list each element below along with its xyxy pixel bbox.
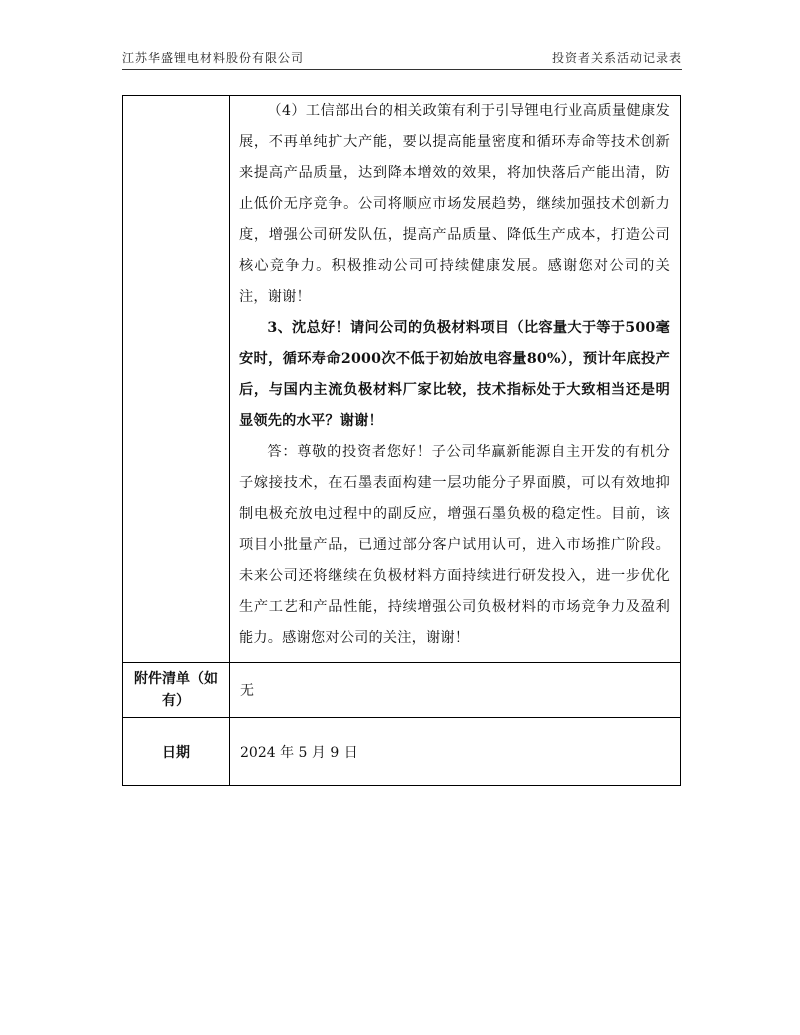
attachments-label: 附件清单（如有） xyxy=(134,671,218,709)
company-name: 江苏华盛锂电材料股份有限公司 xyxy=(122,51,305,65)
date-row xyxy=(123,718,681,786)
attachments-value: 无 xyxy=(230,663,681,718)
content-row xyxy=(123,96,681,663)
date-value: 2024 年 5 月 9 日 xyxy=(230,718,681,786)
answer-3-paragraph: 答：尊敬的投资者您好！子公司华赢新能源自主开发的有机分子嫁接技术，在石墨表面构建一层功能分子界面膜，可以有效地抑制电极充放电过程中的副反应，增强石墨负极的稳定性。目前，该项目小批量产品，已通过部分客户试用认可，进入市场推广阶段。未来公司还将继续在负极材料方面持续进行研发投入，进一步优化生产工艺和产品性能，持续增强公司负极材料的市场竞争力及盈利能力。感谢您对公司的关注，谢谢！ xyxy=(239,444,670,646)
page-header xyxy=(122,47,682,70)
qa-content-cell xyxy=(230,96,681,663)
answer-paragraph-4: （4）工信部出台的相关政策有利于引导锂电行业高质量健康发展，不再单纯扩大产能，要以提高能量密度和循环寿命等技术创新来提高产品质量，达到降本增效的效果，将加快落后产能出清，防止低价无序竞争。公司将顺应市场发展趋势，继续加强技术创新力度，增强公司研发队伍，提高产品质量、降低生产成本，打造公司核心竞争力。积极推动公司可持续健康发展。感谢您对公司的关注，谢谢！ xyxy=(239,103,670,305)
attachments-row xyxy=(123,663,681,718)
attachments-label-cell xyxy=(123,663,230,718)
date-label: 日期 xyxy=(123,718,230,786)
record-table xyxy=(122,95,681,786)
document-title: 投资者关系活动记录表 xyxy=(551,51,682,65)
question-3-paragraph: 3、沈总好！请问公司的负极材料项目（比容量大于等于500毫安时，循环寿命2000次不低于初始放电容量80%），预计年底投产后，与国内主流负极材料厂家比较，技术指标处于大致相当还是明显领先的水平？谢谢！ xyxy=(239,320,670,429)
empty-label-cell xyxy=(123,96,230,663)
